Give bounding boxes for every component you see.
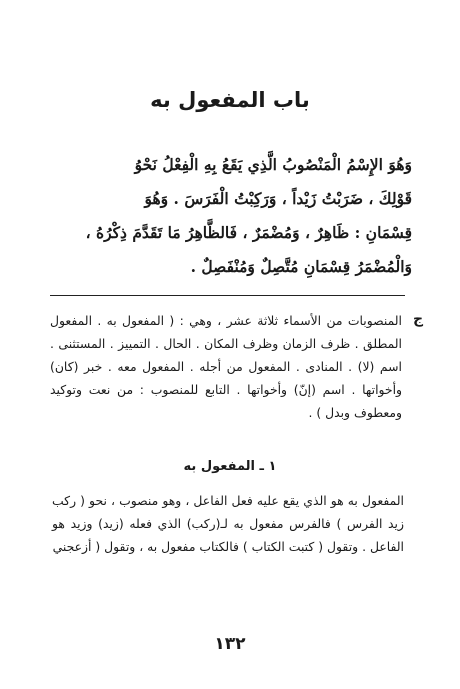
chapter-title: باب المفعول به [150, 88, 310, 112]
commentary-marker: ج [412, 311, 424, 327]
section-body-text: المفعول به هو الذي يقع عليه فعل الفاعل ، وهو منصوب ، نحو ( ركب زيد الفرس ) فالفرس مفعول به لـ(ركب) الذي فعله (زيد) وزيد هو الفاعل . وتقول ( كتبت الكتاب ) فالكتاب مفعول به ، وتقول ( أزعجني [52, 493, 404, 554]
commentary-text: المنصوبات من الأسماء ثلاثة عشر ، وهي : ( المفعول به . المفعول المطلق . ظرف الزمان وظرف المكان . الحال . التمييز . المستثنى . اسم (لا) . المنادى . المفعول من أجله . المفعول معه . خبر (كان) وأخواتها . اسم (إنّ) وأخواتها . التابع للمنصوب : من نعت وتوكيد ومعطوف وبدل ) . [50, 313, 402, 420]
section-heading: ١ ـ المفعول به [183, 459, 277, 474]
section-divider [50, 295, 405, 296]
matn-text: وَهُوَ الإِسْمُ الْمَنْصُوبُ الَّذِي يَقَعُ بِهِ الْفِعْلُ نَحْوُ قَوْلِكَ ، ضَرَبْتُ زَيْداً ، وَرَكِبْتُ الْفَرَسَ . وَهُوَ قِسْمَانِ : ظَاهِرٌ ، وَمُضْمَرٌ ، فَالظَّاهِرُ مَا تَقَدَّمَ ذِكْرُهُ ، وَالْمُضْمَرُ قِسْمَانِ مُتَّصِلٌ وَمُنْفَصِلٌ . [85, 155, 412, 276]
page-number: ١٣٢ [214, 634, 246, 654]
